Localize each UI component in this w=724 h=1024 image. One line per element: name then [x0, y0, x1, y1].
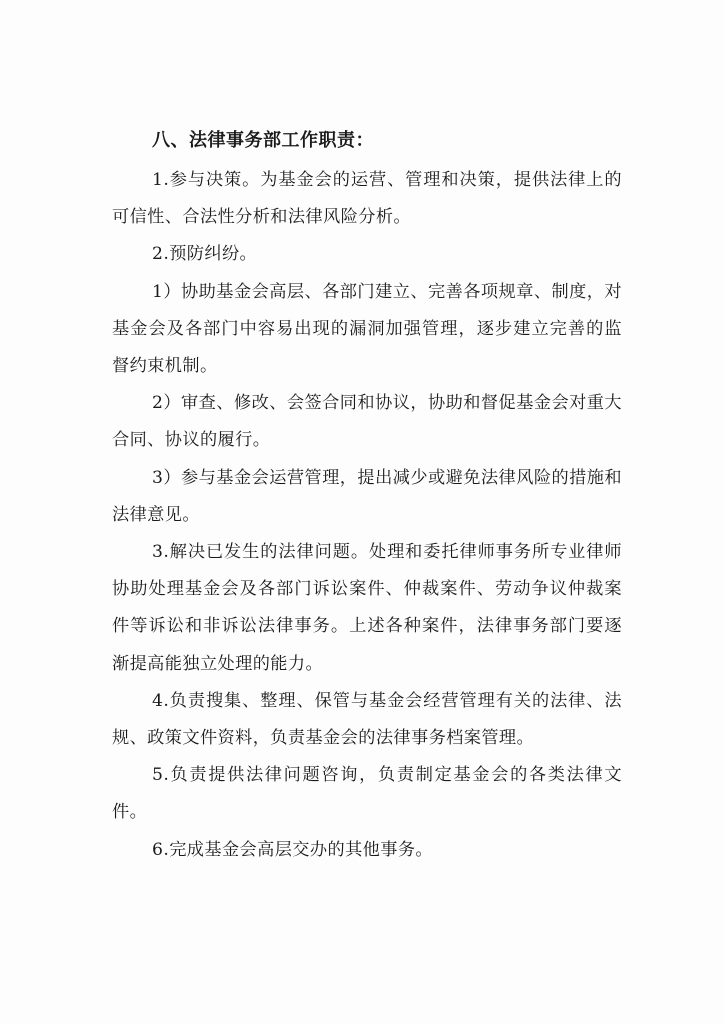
paragraph-3: 3.解决已发生的法律问题。处理和委托律师事务所专业律师协助处理基金会及各部门诉讼案件、仲裁案件、劳动争议仲裁案件等诉讼和非诉讼法律事务。上述各种案件，法律事务部门要逐渐提高能独立处理的能力。 — [112, 542, 622, 674]
paragraph-1: 1.参与决策。为基金会的运营、管理和决策，提供法律上的可信性、合法性分析和法律风险分析。 — [112, 170, 622, 228]
paragraph-6: 6.完成基金会高层交办的其他事务。 — [152, 839, 434, 860]
paragraph-2-1: 1）协助基金会高层、各部门建立、完善各项规章、制度，对基金会及各部门中容易出现的漏洞加强管理，逐步建立完善的监督约束机制。 — [112, 281, 622, 377]
paragraph-5: 5.负责提供法律问题咨询，负责制定基金会的各类法律文件。 — [112, 765, 622, 823]
paragraph-4: 4.负责搜集、整理、保管与基金会经营管理有关的法律、法规、政策文件资料，负责基金会的法律事务档案管理。 — [112, 690, 622, 749]
section-heading: 八、法律事务部工作职责： — [152, 130, 374, 151]
paragraph-2-3: 3）参与基金会运营管理，提出减少或避免法律风险的措施和法律意见。 — [112, 467, 622, 525]
paragraph-2-2: 2）审查、修改、会签合同和协议，协助和督促基金会对重大合同、协议的履行。 — [112, 393, 622, 451]
document-body — [112, 124, 622, 869]
paragraph-2: 2.预防纠纷。 — [152, 244, 258, 265]
